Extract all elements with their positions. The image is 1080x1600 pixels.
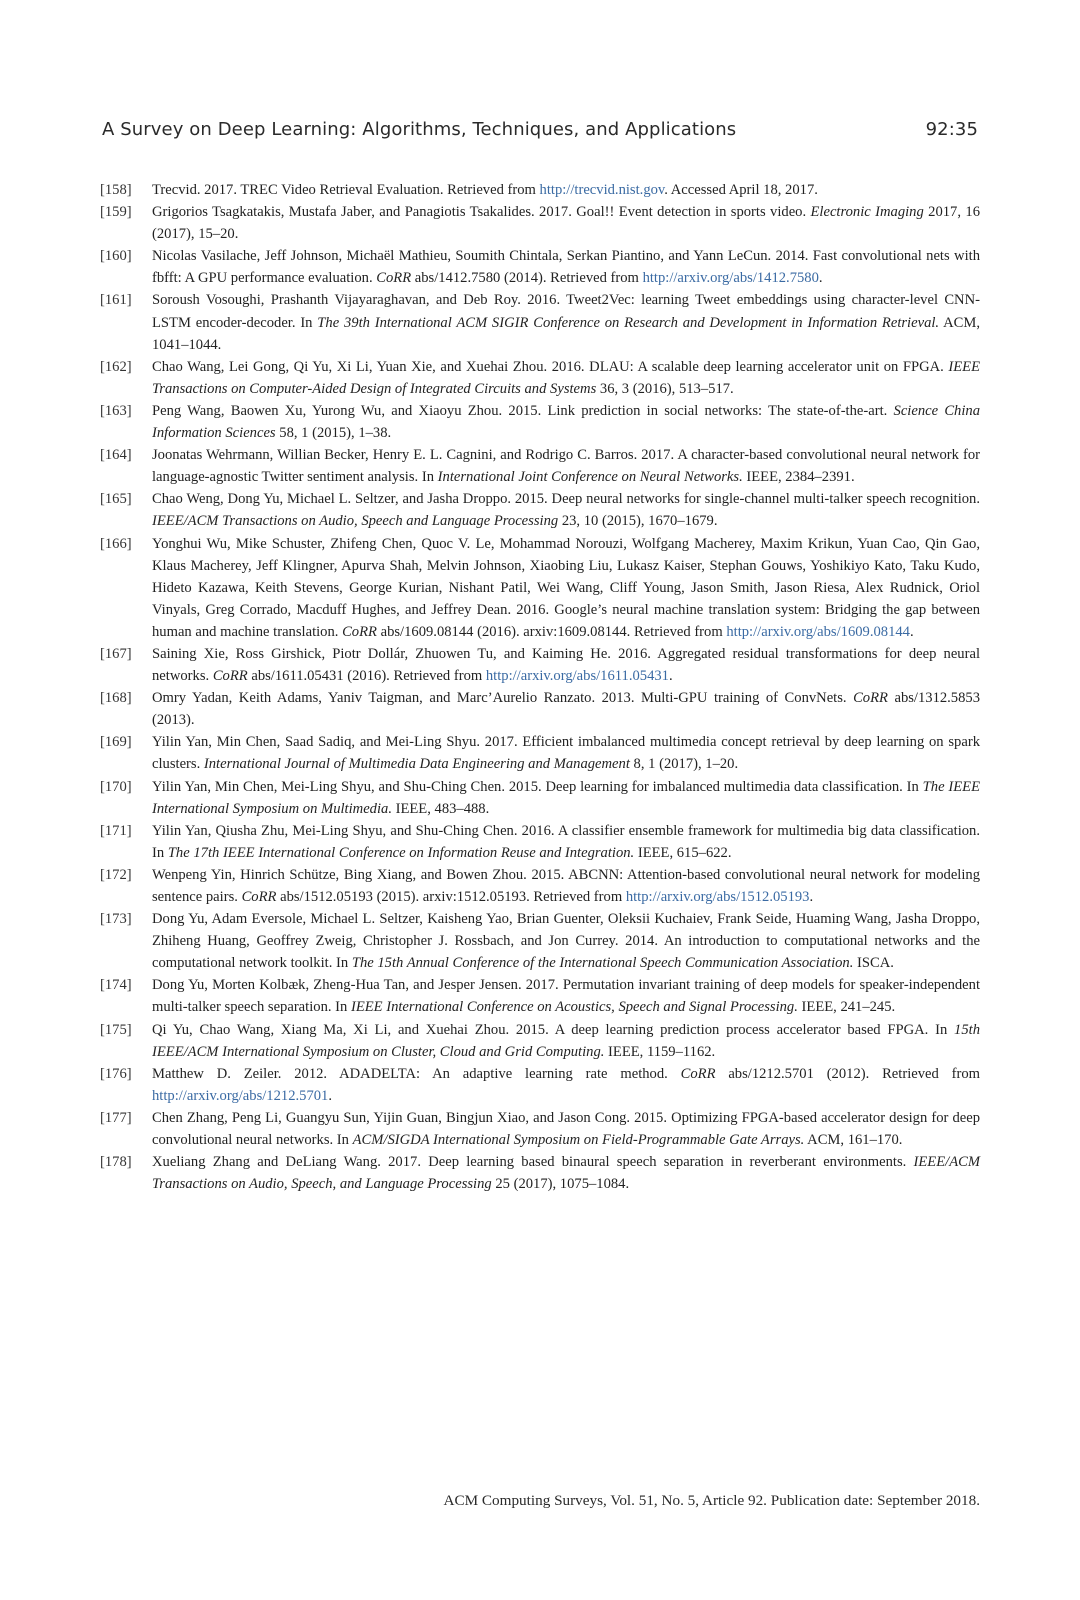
reference-text <box>152 1063 980 1107</box>
reference-url-link[interactable]: http://trecvid.nist.gov <box>539 182 665 198</box>
reference-entry <box>100 356 980 400</box>
reference-text-segment: Grigorios Tsagkatakis, Mustafa Jaber, and Panagiotis Tsakalides. 2017. Goal!! Event detection in sports video. <box>152 204 811 221</box>
page-footer: ACM Computing Surveys, Vol. 51, No. 5, Article 92. Publication date: September 2018. <box>443 1492 980 1509</box>
reference-text <box>152 533 980 643</box>
reference-number: [167] <box>100 645 132 662</box>
reference-number: [175] <box>100 1021 132 1038</box>
reference-text-segment: 25 (2017), 1075–1084. <box>491 1176 630 1193</box>
reference-text-segment: Soroush Vosoughi, Prashanth Vijayaraghavan, and Deb Roy. 2016. Tweet2Vec: learning Tweet embeddings using character-level CNN-LSTM encoder-decoder. In <box>152 292 980 331</box>
reference-venue: CoRR <box>241 889 277 905</box>
reference-venue: CoRR <box>342 623 377 640</box>
reference-number: [158] <box>100 182 132 198</box>
reference-text-segment: ISCA. <box>853 955 894 972</box>
reference-venue: IEEE International Conference on Acoustics, Speech and Signal Processing. <box>350 999 798 1016</box>
reference-number: [172] <box>100 866 132 883</box>
reference-entry <box>100 245 980 289</box>
reference-text-segment: Trecvid. 2017. TREC Video Retrieval Evaluation. Retrieved from <box>152 182 540 198</box>
reference-text-segment: Wenpeng Yin, Hinrich Schütze, Bing Xiang, and Bowen Zhou. 2015. ABCNN: Attention-based convolutional neural network for modeling sentence pairs. <box>152 866 980 905</box>
reference-text <box>152 643 980 687</box>
reference-venue: The 15th Annual Conference of the International Speech Communication Association. <box>351 955 854 972</box>
reference-text <box>152 908 980 974</box>
reference-number: [173] <box>100 911 132 928</box>
reference-entry <box>100 1019 980 1063</box>
reference-number: [169] <box>100 734 132 751</box>
reference-venue: IEEE/ACM Transactions on Audio, Speech and Language Processing <box>152 513 559 530</box>
reference-venue: International Joint Conference on Neural Networks. <box>437 469 743 486</box>
reference-text-segment: 23, 10 (2015), 1670–1679. <box>558 513 718 530</box>
reference-text-segment: Yilin Yan, Min Chen, Saad Sadiq, and Mei-Ling Shyu. 2017. Efficient imbalanced multimedia concept retrieval by deep learning on spark clusters. <box>152 734 980 773</box>
reference-venue: Electronic Imaging <box>810 204 924 221</box>
reference-text-segment: Yilin Yan, Min Chen, Mei-Ling Shyu, and Shu-Ching Chen. 2015. Deep learning for imbalanced multimedia data classification. In <box>152 778 923 795</box>
reference-text <box>152 488 980 532</box>
reference-text-segment: abs/1412.7580 (2014). Retrieved from <box>411 270 643 287</box>
reference-text-segment: IEEE, 615–622. <box>634 844 732 861</box>
reference-number: [177] <box>100 1109 132 1126</box>
reference-text-segment: IEEE, 2384–2391. <box>742 469 855 486</box>
reference-text-segment: . <box>328 1087 332 1104</box>
reference-venue: CoRR <box>212 668 248 685</box>
reference-number: [159] <box>100 204 132 221</box>
reference-text-segment: Xueliang Zhang and DeLiang Wang. 2017. Deep learning based binaural speech separation in reverberant environments. <box>152 1154 914 1171</box>
reference-text <box>152 245 980 289</box>
reference-text-segment: . <box>668 668 673 685</box>
reference-venue: 15th IEEE/ACM International Symposium on Cluster, Cloud and Grid Computing. <box>152 1021 980 1060</box>
reference-text-segment: IEEE, 241–245. <box>797 999 896 1016</box>
reference-entry <box>100 533 980 643</box>
reference-text-segment: . Accessed April 18, 2017. <box>664 182 818 198</box>
reference-venue: ACM/SIGDA International Symposium on Field-Programmable Gate Arrays. <box>352 1132 805 1149</box>
reference-text-segment: Dong Yu, Adam Eversole, Michael L. Seltzer, Kaisheng Yao, Brian Guenter, Oleksii Kuchaiev, Frank Seide, Huaming Wang, Jasha Droppo, Zhiheng Huang, Geoffrey Zweig, Christopher J. Rossbach, and Jon Currey. 2014. An introduction to computational networks and the computational network toolkit. In <box>152 911 980 972</box>
reference-text-segment: 36, 3 (2016), 513–517. <box>596 380 734 397</box>
reference-url-link[interactable]: http://arxiv.org/abs/1611.05431 <box>485 668 669 685</box>
reference-text-segment: Yonghui Wu, Mike Schuster, Zhifeng Chen, Quoc V. Le, Mohammad Norouzi, Wolfgang Macherey, Maxim Krikun, Yuan Cao, Qin Gao, Klaus Macherey, Jeff Klingner, Apurva Shah, Melvin Johnson, Xiaobing Liu, Lukasz Kaiser, Stephan Gouws, Yoshikiyo Kato, Taku Kudo, Hideto Kazawa, Keith Stevens, George Kurian, Nishant Patil, Wei Wang, Cliff Young, Jason Smith, Jason Riesa, Alex Rudnick, Oriol Vinyals, Greg Corrado, Macduff Hughes, and Jeffrey Dean. 2016. Google’s neural machine translation system: Bridging the gap between human and machine translation. <box>152 535 980 640</box>
reference-text-segment: Saining Xie, Ross Girshick, Piotr Dollár, Zhuowen Tu, and Kaiming He. 2016. Aggregated residual transformations for deep neural networks. <box>152 645 980 685</box>
reference-text-segment: Qi Yu, Chao Wang, Xiang Ma, Xi Li, and Xuehai Zhou. 2015. A deep learning prediction process accelerator based FPGA. In <box>152 1021 955 1038</box>
reference-entry <box>100 908 980 974</box>
reference-text-segment: IEEE, 483–488. <box>391 800 490 817</box>
reference-text-segment: Matthew D. Zeiler. 2012. ADADELTA: An adaptive learning rate method. <box>152 1065 681 1082</box>
reference-url-link[interactable]: http://arxiv.org/abs/1609.08144 <box>726 623 910 640</box>
reference-text <box>152 289 980 355</box>
reference-text-segment: Yilin Yan, Qiusha Zhu, Mei-Ling Shyu, and Shu-Ching Chen. 2016. A classifier ensemble framework for multimedia big data classification. In <box>152 822 980 861</box>
reference-entry <box>100 488 980 532</box>
reference-url-link[interactable]: http://arxiv.org/abs/1512.05193 <box>625 889 810 905</box>
reference-text-segment: abs/1609.08144 (2016). arxiv:1609.08144. Retrieved from <box>376 623 727 640</box>
reference-number: [165] <box>100 491 132 508</box>
reference-text <box>152 201 980 245</box>
reference-entry <box>100 444 980 488</box>
reference-text-segment: Chao Weng, Dong Yu, Michael L. Seltzer, and Jasha Droppo. 2015. Deep neural networks for single-channel multi-talker speech recognition. <box>152 491 980 508</box>
reference-text <box>152 356 980 400</box>
reference-entry <box>100 179 980 201</box>
reference-text-segment: 2017, 16 (2017), 15–20. <box>152 204 980 243</box>
reference-text <box>152 776 980 820</box>
reference-text <box>152 820 980 864</box>
reference-text <box>152 864 980 908</box>
reference-venue: The IEEE International Symposium on Multimedia. <box>152 778 980 817</box>
reference-entry <box>100 820 980 864</box>
reference-number: [162] <box>100 358 132 375</box>
reference-entry <box>100 864 980 908</box>
reference-text <box>152 687 980 731</box>
reference-venue: CoRR <box>853 690 888 707</box>
reference-url-link[interactable]: http://arxiv.org/abs/1212.5701 <box>152 1087 329 1104</box>
reference-text-segment: . <box>818 270 823 287</box>
reference-text-segment: Dong Yu, Morten Kolbæk, Zheng-Hua Tan, and Jesper Jensen. 2017. Permutation invariant training of deep models for speaker-independent multi-talker speech separation. In <box>152 977 980 1016</box>
reference-number: [166] <box>100 535 132 552</box>
running-head <box>102 119 978 140</box>
reference-text-segment: Joonatas Wehrmann, Willian Becker, Henry E. L. Cagnini, and Rodrigo C. Barros. 2017. A character-based convolutional neural network for language-agnostic Twitter sentiment analysis. In <box>152 447 980 486</box>
reference-venue: The 17th IEEE International Conference on Information Reuse and Integration. <box>167 844 635 861</box>
reference-number: [168] <box>100 690 132 707</box>
reference-text <box>152 400 980 444</box>
reference-text-segment: IEEE, 1159–1162. <box>604 1043 716 1060</box>
reference-entry <box>100 1151 980 1195</box>
reference-number: [171] <box>100 822 132 839</box>
reference-text-segment: ACM, 1041–1044. <box>152 314 980 353</box>
reference-entry <box>100 201 980 245</box>
reference-text <box>152 1151 980 1195</box>
reference-text-segment: Nicolas Vasilache, Jeff Johnson, Michaël Mathieu, Soumith Chintala, Serkan Piantino, and Yann LeCun. 2014. Fast convolutional nets with fbfft: A GPU performance evaluation. <box>152 248 980 287</box>
reference-number: [174] <box>100 977 132 994</box>
page-number: 92:35 <box>925 119 978 140</box>
reference-entry <box>100 776 980 820</box>
reference-number: [163] <box>100 402 132 419</box>
reference-text-segment: . <box>909 623 914 640</box>
reference-text-segment: abs/1212.5701 (2012). Retrieved from <box>715 1065 980 1082</box>
reference-entry <box>100 643 980 687</box>
reference-url-link[interactable]: http://arxiv.org/abs/1412.7580 <box>642 270 819 287</box>
reference-number: [176] <box>100 1065 132 1082</box>
reference-text-segment: abs/1512.05193 (2015). arxiv:1512.05193. Retrieved from <box>276 889 626 905</box>
reference-venue: International Journal of Multimedia Data Engineering and Management <box>203 756 630 773</box>
reference-venue: Science China Information Sciences <box>152 402 980 442</box>
running-title: A Survey on Deep Learning: Algorithms, Techniques, and Applications <box>102 119 737 140</box>
reference-text-segment: . <box>809 889 814 905</box>
reference-entry <box>100 400 980 444</box>
reference-number: [161] <box>100 292 132 309</box>
reference-entry <box>100 1107 980 1151</box>
reference-venue: IEEE Transactions on Computer-Aided Design of Integrated Circuits and Systems <box>152 358 980 397</box>
reference-text-segment: 8, 1 (2017), 1–20. <box>629 756 739 773</box>
reference-text <box>152 179 980 201</box>
reference-text-segment: ACM, 161–170. <box>804 1132 903 1149</box>
reference-text <box>152 1019 980 1063</box>
reference-number: [164] <box>100 447 132 464</box>
reference-text-segment: abs/1611.05431 (2016). Retrieved from <box>247 668 486 685</box>
reference-entry <box>100 1063 980 1107</box>
reference-number: [170] <box>100 778 132 795</box>
reference-text-segment: abs/1312.5853 (2013). <box>152 690 980 729</box>
reference-text-segment: Peng Wang, Baowen Xu, Yurong Wu, and Xiaoyu Zhou. 2015. Link prediction in social networks: The state-of-the-art. <box>152 402 894 419</box>
reference-venue: CoRR <box>680 1065 716 1082</box>
reference-text <box>152 1107 980 1151</box>
reference-list <box>100 179 980 1195</box>
reference-venue: CoRR <box>376 270 412 287</box>
reference-text-segment: Chao Wang, Lei Gong, Qi Yu, Xi Li, Yuan Xie, and Xuehai Zhou. 2016. DLAU: A scalable deep learning accelerator unit on FPGA. <box>152 358 949 375</box>
reference-entry <box>100 731 980 775</box>
reference-venue: IEEE/ACM Transactions on Audio, Speech, and Language Processing <box>152 1154 980 1193</box>
reference-entry <box>100 974 980 1018</box>
reference-entry <box>100 289 980 355</box>
reference-number: [178] <box>100 1154 132 1171</box>
reference-text <box>152 444 980 488</box>
reference-venue: The 39th International ACM SIGIR Conference on Research and Development in Information Retrieval. <box>317 314 940 331</box>
reference-text-segment: 58, 1 (2015), 1–38. <box>275 425 392 442</box>
reference-entry <box>100 687 980 731</box>
reference-text-segment: Omry Yadan, Keith Adams, Yaniv Taigman, and Marc’Aurelio Ranzato. 2013. Multi-GPU training of ConvNets. <box>152 690 854 707</box>
reference-number: [160] <box>100 248 132 265</box>
reference-text <box>152 974 980 1018</box>
reference-text-segment: Chen Zhang, Peng Li, Guangyu Sun, Yijin Guan, Bingjun Xiao, and Jason Cong. 2015. Optimizing FPGA-based accelerator design for deep convolutional neural networks. In <box>152 1109 980 1149</box>
reference-text <box>152 731 980 775</box>
